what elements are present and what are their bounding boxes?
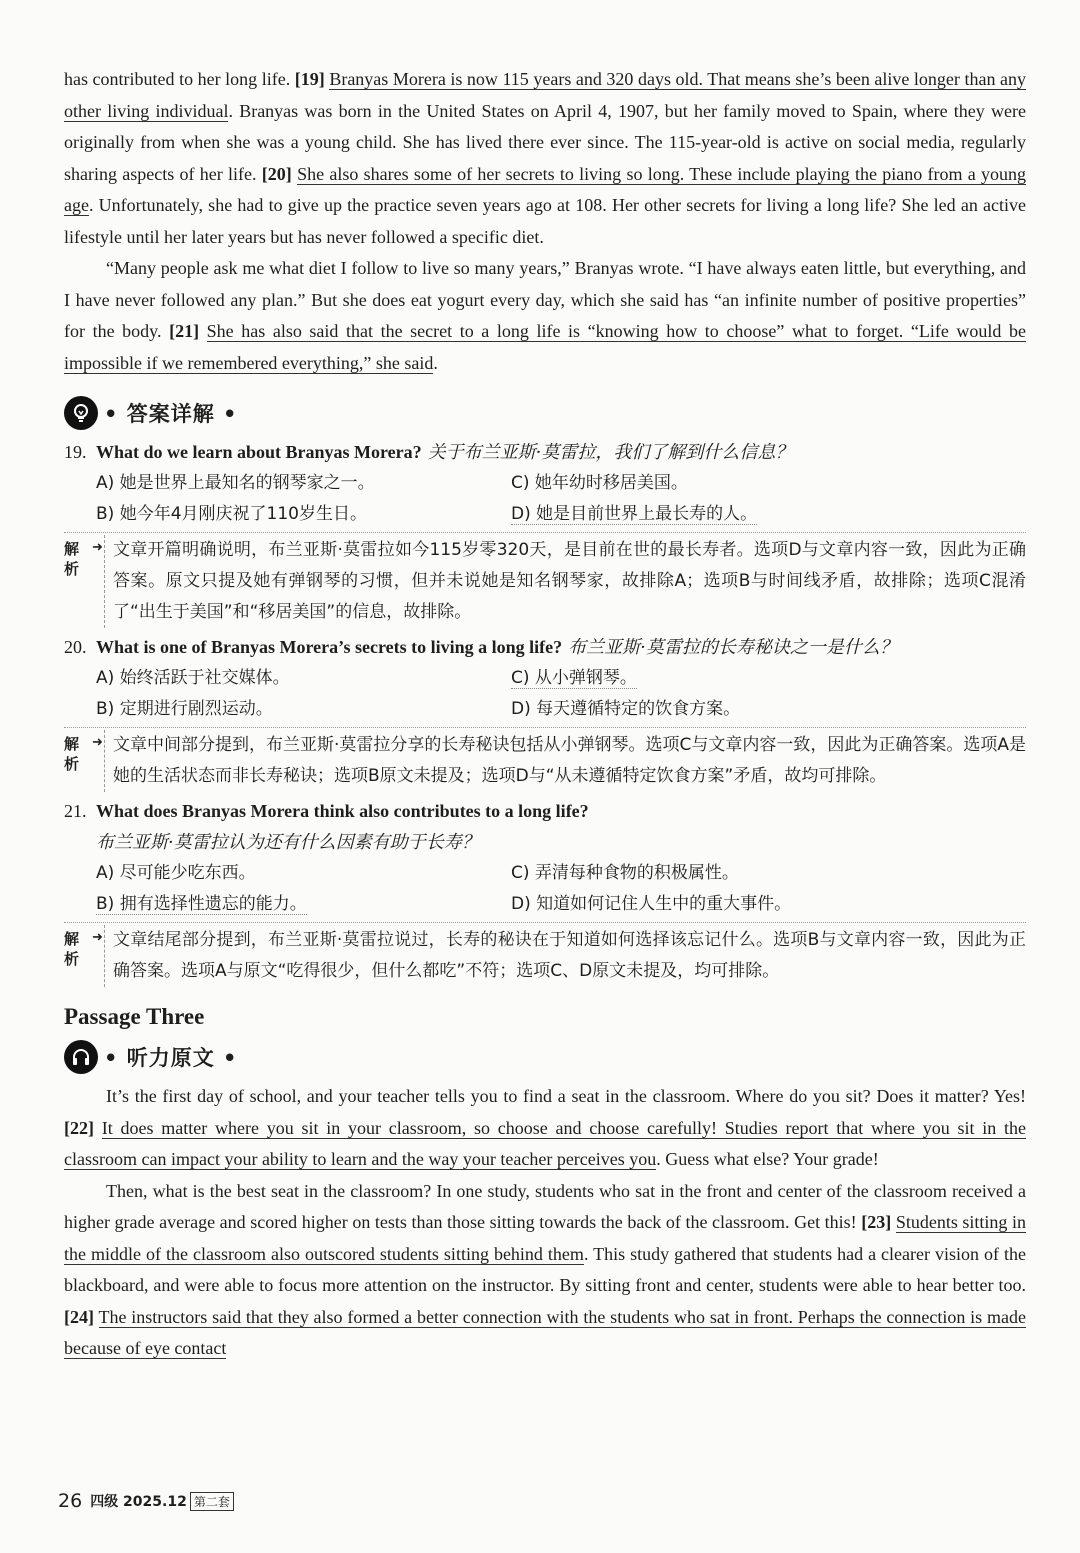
option-cell — [96, 858, 511, 889]
option-cell — [96, 468, 511, 499]
option: C) 弄清每种食物的积极属性。 — [511, 863, 739, 883]
question-text: What does Branyas Morera think also contributes to a long life? — [96, 801, 589, 821]
text-run: . This study gathered that students had a clearer vision of the blackboard, and were able to focus more attention on the instructor. By sitting front and center, students were able to hear better too. — [64, 1243, 1026, 1295]
question-marker: [19] — [294, 69, 325, 89]
option-cell — [511, 663, 931, 694]
questions-list — [64, 437, 1026, 987]
question-20 — [64, 632, 1026, 663]
page-content — [64, 64, 1026, 1365]
question-number: 21. — [64, 801, 87, 821]
answer-underline: The instructors said that they also formed a better connection with the students who sat in front. Perhaps the connection is made because of eye contact — [64, 1306, 1026, 1358]
options-grid — [96, 468, 1026, 530]
listening-script-title: • 听力原文 • — [104, 1046, 238, 1070]
question-marker: [23] — [861, 1212, 892, 1232]
option: A) 始终活跃于社交媒体。 — [96, 668, 290, 688]
option-cell — [96, 694, 511, 725]
answer-underline: She has also said that the secret to a long life is “knowing how to choose” what to forget. “Life would be impossible if we remembered everything,” she said — [64, 321, 1027, 373]
option: C) 她年幼时移居美国。 — [511, 473, 688, 493]
question-number: 20. — [64, 637, 87, 657]
page-number: 26 — [58, 1490, 83, 1512]
passage2-paragraph-1 — [64, 64, 1026, 253]
question-translation: 布兰亚斯·莫雷拉认为还有什么因素有助于长寿？ — [96, 832, 480, 853]
option: B) 定期进行剧烈运动。 — [96, 699, 273, 719]
text-run: . Unfortunately, she had to give up the practice seven years ago at 108. Her other secrets for living a long life? She led an active lifestyle until her later years but has never followed a specific diet. — [64, 195, 1026, 247]
options-grid — [96, 858, 1026, 920]
lightbulb-icon — [64, 396, 98, 430]
option-cell — [511, 468, 931, 499]
text-run: has contributed to her long life. — [64, 69, 295, 89]
arrow-icon: ➜ — [92, 539, 103, 554]
analysis-block — [64, 922, 1026, 987]
question-marker: [20] — [261, 163, 292, 184]
arrow-icon: ➜ — [92, 734, 103, 749]
issue-info: 四级 2025.12 — [90, 1494, 187, 1510]
page-footer — [58, 1490, 234, 1512]
options-grid — [96, 663, 1026, 725]
question-21 — [64, 796, 1026, 827]
text-run: Then, what is the best seat in the classroom? In one study, students who sat in the front and center of the classroom received a higher grade average and scored higher on tests than those sitting towards the back of the classroom. Get this! — [64, 1180, 1026, 1232]
set-label: 第二套 — [190, 1492, 234, 1511]
arrow-icon: ➜ — [92, 929, 103, 944]
answers-section-header — [64, 393, 1026, 433]
question-text: What is one of Branyas Morera’s secrets to living a long life? — [96, 637, 563, 657]
analysis-block — [64, 727, 1026, 792]
listening-section-header — [64, 1037, 1026, 1077]
option-cell — [96, 889, 511, 920]
text-run — [199, 321, 207, 341]
text-run: . Branyas was born in the United States on April 4, 1907, but her family moved to Spain, where they were originally from when she was a young child. She has lived there ever since. The 115-year-old is active on social media, regularly sharing aspects of her life. — [64, 100, 1026, 184]
analysis-text: 文章开篇明确说明，布兰亚斯·莫雷拉如今115岁零320天，是目前在世的最长寿者。选项D与文章内容一致，因此为正确答案。原文只提及她有弹钢琴的习惯，但并未说她是知名钢琴家，故排除A；选项B与时间线矛盾，故排除；选项C混淆了“出生于美国”和“移居美国”的信息，故排除。 — [104, 535, 1026, 628]
answer-underline: Students sitting in the middle of the classroom also outscored students sitting behind them — [64, 1212, 1026, 1264]
question-number: 19. — [64, 442, 87, 462]
analysis-label: 解 析 — [64, 540, 80, 578]
analysis-text: 文章中间部分提到，布兰亚斯·莫雷拉分享的长寿秘诀包括从小弹钢琴。选项C与文章内容一致，因此为正确答案。选项A是她的生活状态而非长寿秘诀；选项B原文未提及；选项D与“从未遵循特定饮食方案”矛盾，故均可排除。 — [104, 730, 1026, 792]
question-text: What do we learn about Branyas Morera? — [96, 442, 422, 462]
correct-option: C) 从小弹钢琴。 — [511, 668, 637, 688]
headphones-icon — [64, 1040, 98, 1074]
text-run — [94, 1307, 99, 1327]
passage-three-title: Passage Three — [64, 1004, 205, 1029]
option: D) 每天遵循特定的饮食方案。 — [511, 699, 741, 719]
option-cell — [511, 858, 931, 889]
question-19 — [64, 437, 1026, 468]
option: A) 她是世界上最知名的钢琴家之一。 — [96, 473, 375, 493]
option-cell — [96, 499, 511, 530]
option: D) 知道如何记住人生中的重大事件。 — [511, 894, 792, 914]
analysis-label: 解 析 — [64, 735, 80, 773]
text-run — [94, 1118, 102, 1138]
answer-underline: It does matter where you sit in your classroom, so choose and choose carefully! Studies report that where you sit in the classroom can impact your ability to learn and the way your teacher perceives you — [64, 1117, 1026, 1169]
question-marker: [24] — [64, 1306, 94, 1327]
option: B) 她今年4月刚庆祝了110岁生日。 — [96, 504, 367, 524]
answers-title: • 答案详解 • — [104, 402, 238, 426]
option-cell — [511, 889, 931, 920]
passage3-paragraph-2 — [64, 1176, 1026, 1365]
answer-underline: Branyas Morera is now 115 years and 320 days old. That means she’s been alive longer than any other living individual — [64, 69, 1026, 121]
option-cell — [96, 663, 511, 694]
question-translation: 关于布兰亚斯·莫雷拉，我们了解到什么信息？ — [427, 442, 794, 463]
text-run: It’s the first day of school, and your teacher tells you to find a seat in the classroom. Where do you sit? Does it matter? Yes! — [106, 1086, 1026, 1106]
question-translation: 布兰亚斯·莫雷拉的长寿秘诀之一是什么？ — [568, 637, 898, 658]
analysis-text: 文章结尾部分提到，布兰亚斯·莫雷拉说过，长寿的秘诀在于知道如何选择该忘记什么。选项B与文章内容一致，因此为正确答案。选项A与原文“吃得很少，但什么都吃”不符；选项C、D原文未提及，均可排除。 — [104, 925, 1026, 987]
analysis-block — [64, 532, 1026, 628]
option-cell — [511, 499, 931, 530]
text-run: “Many people ask me what diet I follow to live so many years,” Branyas wrote. “I have always eaten little, but everything, and I have never followed any plan.” But she does eat yogurt every day, which she said has “an infinite number of positive properties” for the body. — [64, 258, 1026, 341]
question-marker: [22] — [64, 1117, 94, 1138]
passage2-paragraph-2 — [64, 253, 1026, 379]
text-run: . — [433, 352, 438, 373]
analysis-label: 解 析 — [64, 930, 80, 968]
text-run: . Guess what else? Your grade! — [656, 1149, 879, 1169]
answer-underline: She also shares some of her secrets to living so long. These include playing the piano from a young age — [64, 163, 1026, 215]
option: A) 尽可能少吃东西。 — [96, 863, 256, 883]
question-marker: [21] — [169, 321, 200, 341]
passage3-paragraph-1 — [64, 1081, 1026, 1176]
correct-option: B) 拥有选择性遗忘的能力。 — [96, 894, 307, 914]
correct-option: D) 她是目前世界上最长寿的人。 — [511, 504, 758, 524]
option-cell — [511, 694, 931, 725]
